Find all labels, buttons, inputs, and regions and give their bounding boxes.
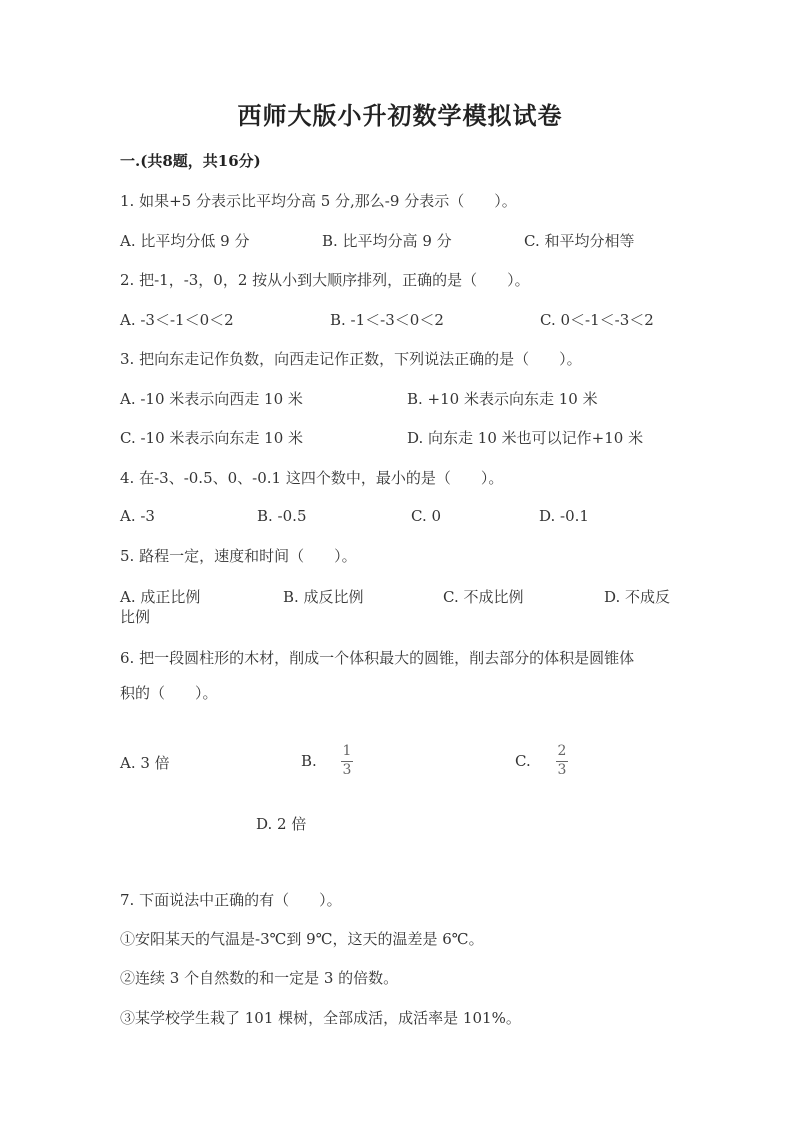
question-4-stem: 4. 在-3、-0.5、0、-0.1 这四个数中，最小的是（ ）。: [120, 469, 504, 487]
q7-statement-3: ③某学校学生栽了 101 棵树，全部成活，成活率是 101%。: [120, 1009, 521, 1027]
q4-option-d: D. -0.1: [539, 507, 589, 525]
q5-option-c: C. 不成比例: [443, 588, 524, 606]
question-6-stem-line-2: 积的（ ）。: [120, 684, 218, 702]
question-3-stem: 3. 把向东走记作负数，向西走记作正数，下列说法正确的是（ ）。: [120, 350, 582, 368]
fraction-denominator: 3: [557, 762, 567, 778]
q2-option-a: A. -3＜-1＜0＜2: [120, 311, 234, 329]
q6-option-c: C.: [515, 752, 531, 770]
q2-option-b: B. -1＜-3＜0＜2: [330, 311, 444, 329]
q2-option-c: C. 0＜-1＜-3＜2: [540, 311, 654, 329]
q1-option-a: A. 比平均分低 9 分: [120, 232, 250, 250]
q3-option-a: A. -10 米表示向西走 10 米: [120, 390, 303, 408]
q7-statement-2: ②连续 3 个自然数的和一定是 3 的倍数。: [120, 969, 399, 987]
question-1-stem: 1. 如果+5 分表示比平均分高 5 分,那么-9 分表示（ ）。: [120, 192, 517, 210]
q3-option-c: C. -10 米表示向东走 10 米: [120, 429, 304, 447]
question-7-stem: 7. 下面说法中正确的有（ ）。: [120, 891, 342, 909]
q6-option-c-fraction: [553, 744, 571, 778]
q5-option-b: B. 成反比例: [283, 588, 364, 606]
q6-option-b: B.: [301, 752, 317, 770]
q1-option-c: C. 和平均分相等: [524, 232, 635, 250]
page-title: 西师大版小升初数学模拟试卷: [237, 101, 563, 130]
q4-option-c: C. 0: [411, 507, 442, 525]
q6-option-a: A. 3 倍: [120, 754, 170, 772]
q5-option-d: D. 不成反: [604, 588, 671, 606]
question-6-stem-line-1: 6. 把一段圆柱形的木材，削成一个体积最大的圆锥，削去部分的体积是圆锥体: [120, 649, 635, 667]
q4-option-a: A. -3: [120, 507, 155, 525]
q1-option-b: B. 比平均分高 9 分: [322, 232, 452, 250]
question-2-stem: 2. 把-1，-3，0，2 按从小到大顺序排列，正确的是（ ）。: [120, 271, 530, 289]
q4-option-b: B. -0.5: [257, 507, 307, 525]
section-heading: 一.(共8题，共16分): [120, 152, 261, 170]
fraction-numerator: 2: [557, 743, 567, 759]
q6-option-b-fraction: [338, 744, 356, 778]
question-5-stem: 5. 路程一定，速度和时间（ ）。: [120, 547, 357, 565]
fraction-numerator: 1: [342, 743, 352, 759]
q7-statement-1: ①安阳某天的气温是-3℃到 9℃，这天的温差是 6℃。: [120, 930, 484, 948]
q5-option-d-continued: 比例: [120, 608, 151, 626]
q3-option-b: B. +10 米表示向东走 10 米: [407, 390, 598, 408]
fraction-denominator: 3: [342, 762, 352, 778]
q6-option-d: D. 2 倍: [256, 815, 307, 833]
q3-option-d: D. 向东走 10 米也可以记作+10 米: [407, 429, 644, 447]
q5-option-a: A. 成正比例: [120, 588, 201, 606]
